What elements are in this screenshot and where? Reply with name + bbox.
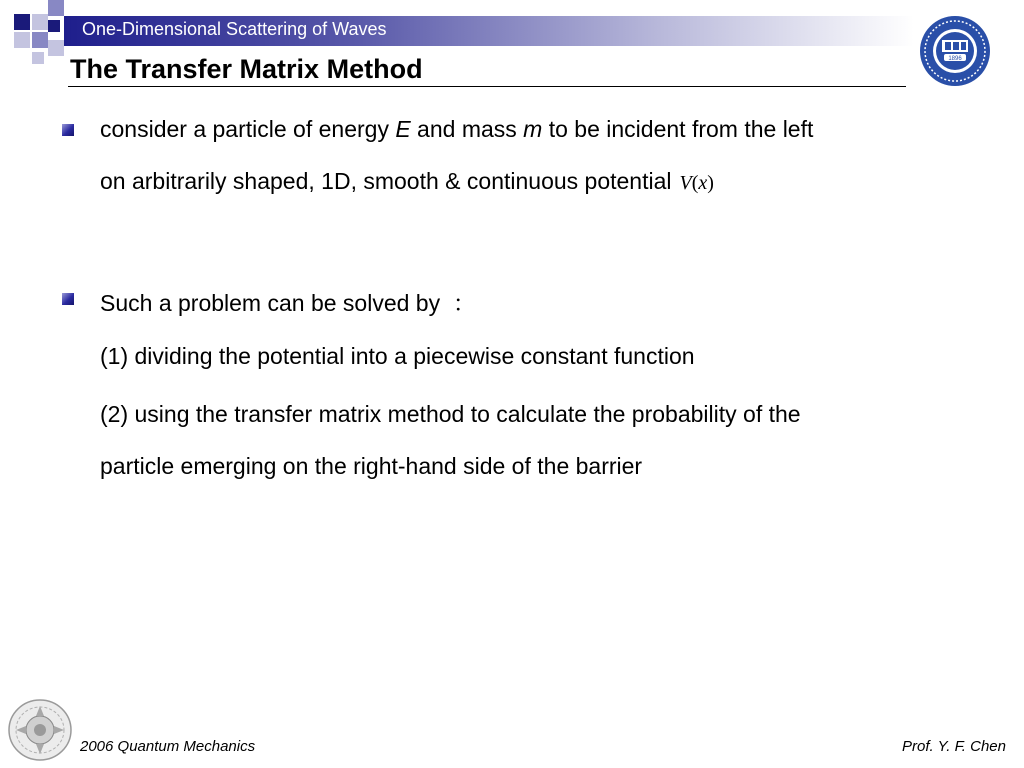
math-symbol: x <box>698 172 708 194</box>
gear-emblem-icon <box>4 696 76 764</box>
bullet-marker <box>62 293 74 305</box>
bullet2-line: Such a problem can be solved by ： <box>100 290 476 316</box>
math-symbol: V <box>679 172 692 194</box>
step-2-line2: particle emerging on the right-hand side of the barrier <box>100 453 643 479</box>
decor-square <box>48 40 64 56</box>
bullet-marker <box>62 124 74 136</box>
decor-square <box>48 20 60 32</box>
energy-symbol: E <box>395 116 411 142</box>
text-fragment: consider a particle of energy <box>100 116 396 142</box>
university-seal-icon <box>918 14 992 88</box>
step-2-line1: (2) using the transfer matrix method to calculate the probability of the <box>100 401 801 427</box>
title-divider <box>68 86 906 87</box>
footer-course: 2006 Quantum Mechanics <box>80 738 256 755</box>
math-symbol: ( <box>691 172 699 194</box>
text-fragment: to be incident from the left <box>542 116 814 142</box>
course-title: One-Dimensional Scattering of Waves <box>82 19 387 39</box>
decor-square <box>48 0 64 16</box>
potential-formula <box>680 172 714 194</box>
seal-year: 1896 <box>948 56 962 62</box>
step-1: (1) dividing the potential into a piecewise constant function <box>100 343 695 369</box>
decor-square <box>32 14 48 30</box>
slide-title: The Transfer Matrix Method <box>70 54 423 84</box>
text-fragment: and mass <box>410 116 524 142</box>
mass-symbol: m <box>523 116 543 142</box>
math-symbol: ) <box>707 172 714 194</box>
footer-author: Prof. Y. F. Chen <box>902 738 1006 755</box>
decor-square <box>32 52 44 64</box>
bullet1-line1 <box>100 116 813 143</box>
decor-square <box>32 32 48 48</box>
bullet1-line2 <box>100 168 714 195</box>
decor-square <box>14 14 30 30</box>
text-fragment: on arbitrarily shaped, 1D, smooth & continuous potential <box>100 168 672 194</box>
decor-square <box>14 32 30 48</box>
